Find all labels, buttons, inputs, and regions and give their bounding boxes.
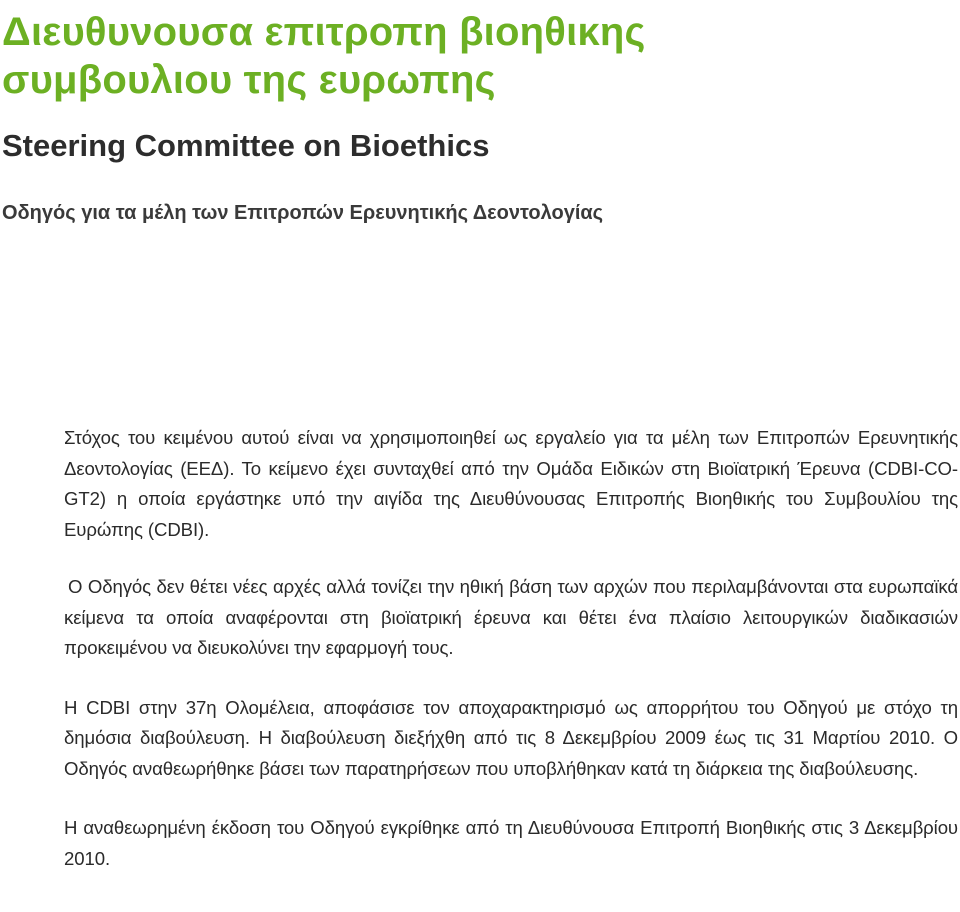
paragraph-consultation: Η CDBI στην 37η Ολομέλεια, αποφάσισε τον αποχαρακτηρισμό ως απορρήτου του Οδηγού με στόχο τη δημόσια διαβούλευση. Η διαβούλευση διεξήχθη από τις 8 Δεκεμβρίου 2009 έως τις 31 Μαρτίου 2010. Ο Οδηγός αναθεωρήθηκε βάσει των παρατηρήσεων που υποβλήθηκαν κατά τη διάρκεια της διαβούλευσης. <box>64 696 958 779</box>
paragraph-purpose: Στόχος του κειμένου αυτού είναι να χρησιμοποιηθεί ως εργαλείο για τα μέλη των Επιτροπών Ερευνητικής Δεοντολογίας (ΕΕΔ). Το κείμενο έχει συνταχθεί από την Ομάδα Ειδικών στη Βιοϊατρική Έρευνα (CDBI-CO-GT2) η οποία εργάστηκε υπό την αιγίδα της Διευθύνουσας Επιτροπής Βιοηθικής του Συμβουλίου της Ευρώπης (CDBI). <box>64 427 958 540</box>
guide-heading: Οδηγός για τα μέλη των Επιτροπών Ερευνητικής Δεοντολογίας <box>2 202 604 224</box>
main-title-line-1: Διευθυνουσα επιτροπη βιοηθικης <box>2 10 646 54</box>
body-text <box>64 423 958 874</box>
english-subtitle: Steering Committee on Bioethics <box>2 128 490 163</box>
paragraph-approval: Η αναθεωρημένη έκδοση του Οδηγού εγκρίθηκε από τη Διευθύνουσα Επιτροπή Βιοηθικής στις 3 Δεκεμβρίου 2010. <box>64 817 958 869</box>
paragraph-principles: Ο Οδηγός δεν θέτει νέες αρχές αλλά τονίζει την ηθική βάση των αρχών που περιλαμβάνονται στα ευρωπαϊκά κείμενα τα οποία αναφέρονται στη βιοϊατρική έρευνα και θέτει ένα πλαίσιο λειτουργικών διαδικασιών προκειμένου να διευκολύνει την εφαρμογή τους. <box>64 576 958 658</box>
main-title <box>2 8 942 104</box>
main-title-line-2: συμβουλιου της ευρωπης <box>2 58 496 102</box>
title-block <box>2 8 942 104</box>
